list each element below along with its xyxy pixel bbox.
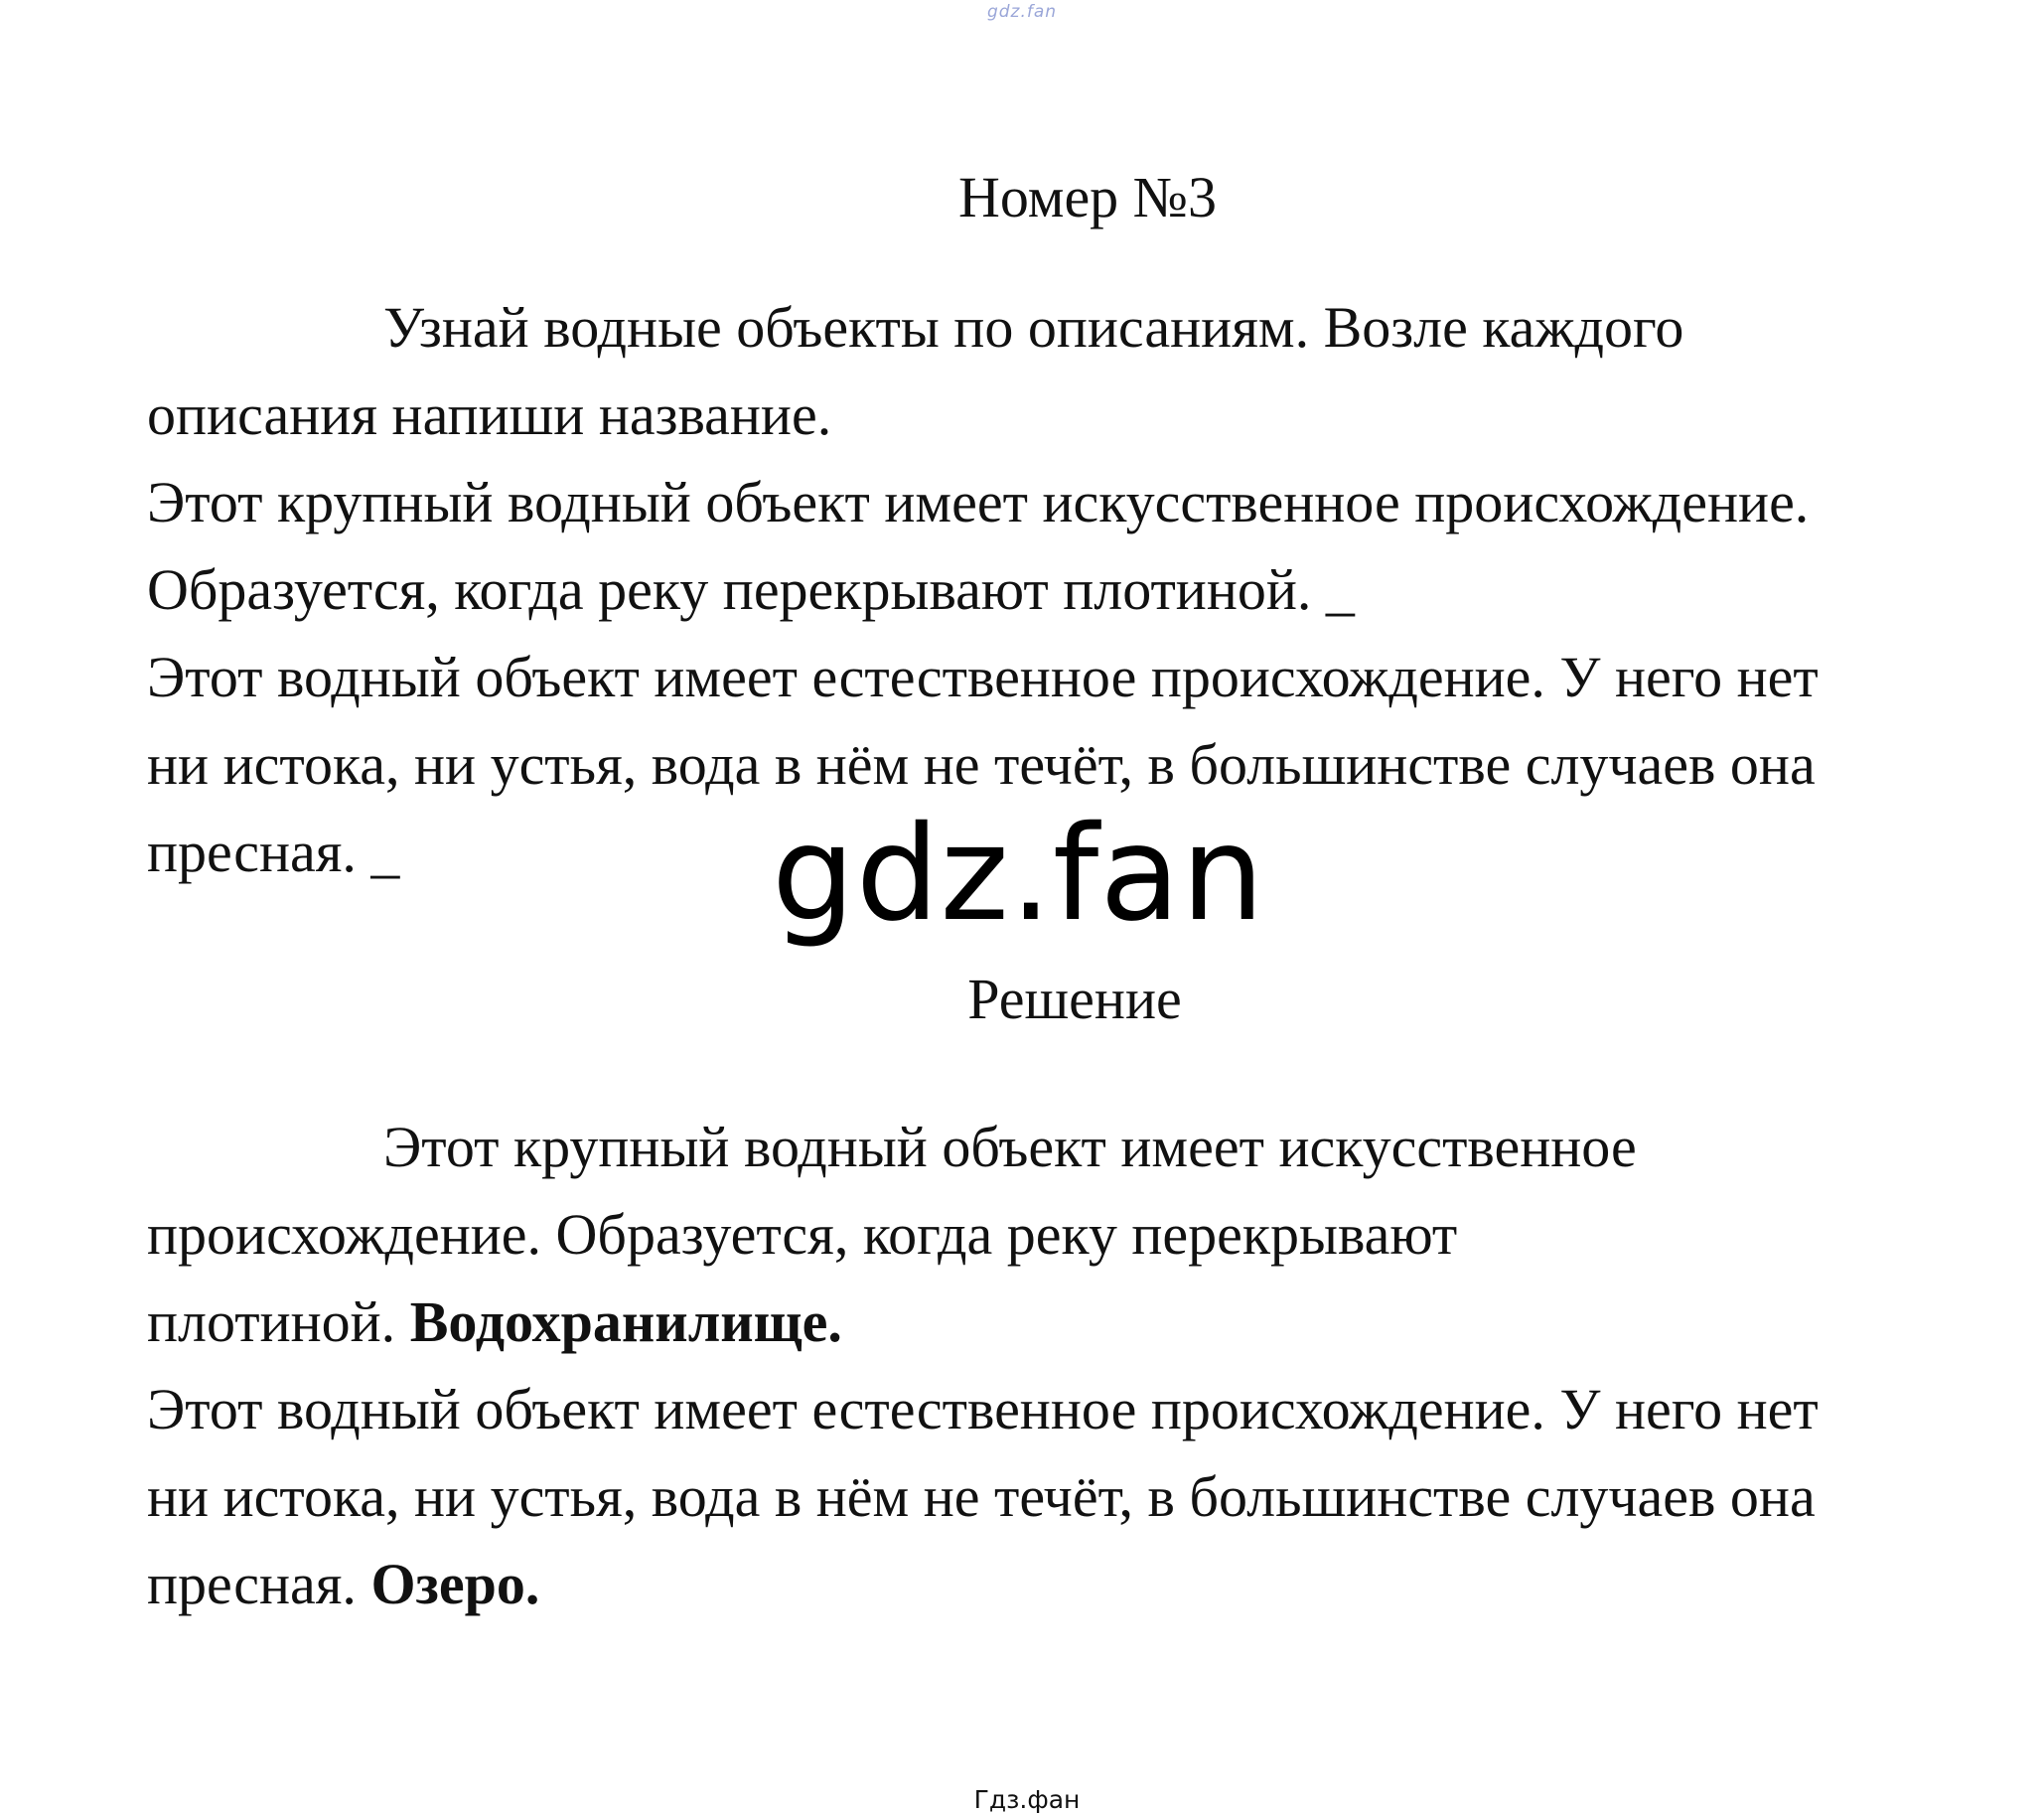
task-line: ни истока, ни устья, вода в нём не течёт, в большинстве случаев она — [147, 732, 1816, 797]
task-line: Образуется, когда реку перекрывают плотиной. _ — [147, 557, 1355, 622]
solution-line: Этот крупный водный объект имеет искусственное — [383, 1115, 1637, 1179]
task-line: Этот водный объект имеет естественное происхождение. У него нет — [147, 645, 1819, 709]
solution-line: Этот водный объект имеет естественное происхождение. У него нет — [147, 1377, 1819, 1441]
solution-line — [147, 1279, 1895, 1366]
answer-reservoir: Водохранилище. — [409, 1289, 842, 1354]
solution-line-text: пресная. — [147, 1552, 357, 1616]
task-line: Этот крупный водный объект имеет искусственное происхождение. — [147, 470, 1810, 534]
solution-text — [147, 1104, 1895, 1628]
bottom-watermark: Гдз.фан — [973, 1785, 1081, 1814]
task-line: описания напиши название. — [147, 382, 832, 447]
center-watermark: gdz.fan — [772, 798, 1265, 951]
solution-line: ни истока, ни устья, вода в нём не течёт, в большинстве случаев она — [147, 1464, 1816, 1529]
solution-heading: Решение — [967, 967, 1182, 1031]
solution-line-text: плотиной. — [147, 1289, 396, 1354]
task-line: пресная. _ — [147, 820, 400, 884]
top-watermark: gdz.fan — [986, 2, 1058, 22]
exercise-title: Номер №3 — [957, 165, 1218, 229]
solution-line: происхождение. Образуется, когда реку перекрывают — [147, 1202, 1458, 1267]
answer-lake: Озеро. — [370, 1552, 540, 1616]
task-line: Узнай водные объекты по описаниям. Возле каждого — [383, 295, 1684, 360]
solution-line — [147, 1541, 1895, 1628]
